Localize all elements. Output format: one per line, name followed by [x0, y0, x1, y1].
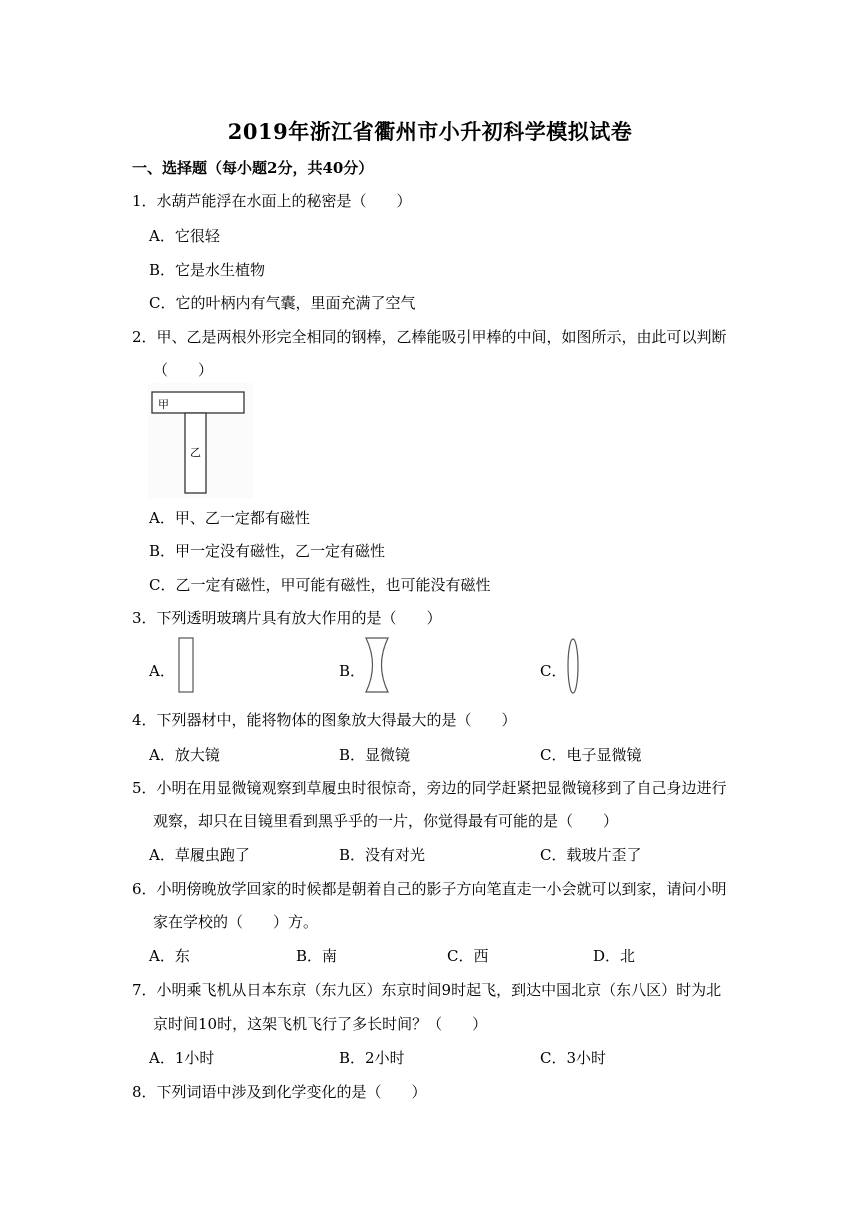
- question-2-option-a: A．甲、乙一定都有磁性: [149, 509, 310, 527]
- question-1-option-b: B．它是水生植物: [149, 261, 266, 279]
- question-3-option-a: A．: [149, 662, 175, 680]
- question-6-stem-line-2: 家在学校的（ ）方。: [153, 913, 319, 931]
- page-title: 2019年浙江省衢州市小升初科学模拟试卷: [227, 119, 633, 144]
- question-5-stem-line-2: 观察，却只在目镜里看到黑乎乎的一片，你觉得最有可能的是（ ）: [153, 812, 619, 830]
- question-8-stem: 8．下列词语中涉及到化学变化的是（ ）: [132, 1083, 427, 1101]
- question-6-option-a: A．东: [149, 947, 190, 965]
- question-5-option-b: B．没有对光: [339, 846, 426, 864]
- question-1-stem: 1．水葫芦能浮在水面上的秘密是（ ）: [132, 192, 412, 210]
- magnet-bars-figure: [148, 383, 253, 498]
- question-6-option-b: B．南: [296, 947, 338, 965]
- question-3-option-b: B．: [339, 662, 366, 680]
- question-2-stem-line-2: （ ）: [153, 361, 214, 379]
- question-3-stem: 3．下列透明玻璃片具有放大作用的是（ ）: [132, 609, 442, 627]
- question-3-option-c: C．: [540, 662, 567, 680]
- question-4-option-a: A．放大镜: [149, 746, 220, 764]
- question-4-stem: 4．下列器材中，能将物体的图象放大得最大的是（ ）: [132, 711, 517, 729]
- bar-jia-label: 甲: [158, 398, 169, 411]
- section-heading: 一、选择题（每小题2分，共40分）: [132, 159, 374, 177]
- question-2-option-b: B．甲一定没有磁性，乙一定有磁性: [149, 542, 386, 560]
- convex-lens-icon: [563, 636, 583, 696]
- question-7-option-a: A．1小时: [149, 1049, 215, 1067]
- flat-glass-icon: [174, 636, 198, 696]
- question-5-stem-line-1: 5．小明在用显微镜观察到草履虫时很惊奇，旁边的同学赶紧把显微镜移到了自己身边进行: [132, 779, 727, 797]
- question-4-option-b: B．显微镜: [339, 746, 411, 764]
- question-4-option-c: C．电子显微镜: [540, 746, 642, 764]
- question-7-option-b: B．2小时: [339, 1049, 405, 1067]
- question-6-option-d: D．北: [593, 947, 636, 965]
- bar-yi-label: 乙: [190, 446, 201, 459]
- concave-lens-icon: [362, 636, 392, 696]
- question-1-option-a: A．它很轻: [149, 227, 220, 245]
- question-7-stem-line-2: 京时间10时，这架飞机飞行了多长时间？（ ）: [153, 1015, 488, 1033]
- question-5-option-c: C．载玻片歪了: [540, 846, 642, 864]
- question-1-option-c: C．它的叶柄内有气囊，里面充满了空气: [149, 294, 416, 312]
- question-2-stem-line-1: 2．甲、乙是两根外形完全相同的钢棒，乙棒能吸引甲棒的中间，如图所示，由此可以判断: [132, 328, 727, 346]
- question-6-stem-line-1: 6．小明傍晚放学回家的时候都是朝着自己的影子方向笔直走一小会就可以到家，请问小明: [132, 880, 727, 898]
- question-2-option-c: C．乙一定有磁性，甲可能有磁性，也可能没有磁性: [149, 576, 491, 594]
- question-5-option-a: A．草履虫跑了: [149, 846, 250, 864]
- question-7-option-c: C．3小时: [540, 1049, 607, 1067]
- question-7-stem-line-1: 7．小明乘飞机从日本东京（东九区）东京时间9时起飞，到达中国北京（东八区）时为北: [132, 981, 722, 999]
- question-6-option-c: C．西: [447, 947, 489, 965]
